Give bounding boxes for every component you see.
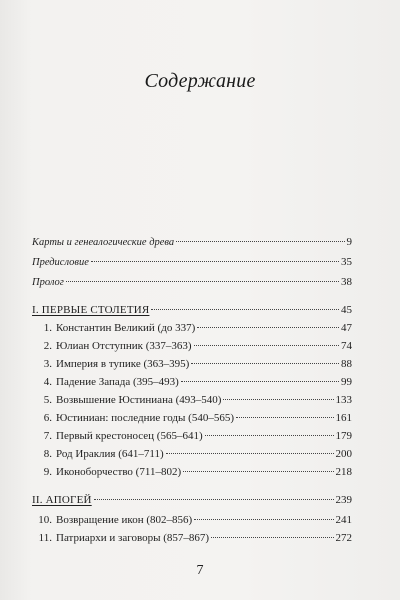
toc-entry-label: Карты и генеалогические древа — [32, 237, 175, 248]
chapter-title: Возвышение Юстиниана (493–540) — [56, 394, 222, 406]
leader-dots — [194, 519, 333, 520]
chapter-page: 272 — [335, 532, 352, 544]
leader-dots — [183, 471, 333, 472]
toc-chapter-1[interactable] — [36, 320, 352, 336]
chapter-number: 11. — [38, 532, 52, 544]
leader-dots — [211, 537, 333, 538]
leader-dots — [66, 281, 339, 282]
toc-part-2[interactable] — [32, 492, 352, 508]
chapter-page: 161 — [335, 412, 352, 424]
leader-dots — [91, 261, 339, 262]
chapter-number: 5. — [43, 394, 52, 406]
chapter-title: Иконоборчество (711–802) — [56, 466, 182, 478]
toc-chapter-2[interactable] — [36, 338, 352, 354]
toc-part-1[interactable] — [32, 302, 352, 318]
toc-chapter-6[interactable] — [36, 410, 352, 426]
chapter-number: 8. — [43, 448, 52, 460]
chapter-page: 218 — [335, 466, 352, 478]
chapter-title: Возвращение икон (802–856) — [56, 514, 193, 526]
toc-chapter-11[interactable] — [36, 530, 352, 546]
toc-entry-page: 38 — [341, 276, 352, 288]
toc-chapter-3[interactable] — [36, 356, 352, 372]
toc-chapter-4[interactable] — [36, 374, 352, 390]
chapter-title: Первый крестоносец (565–641) — [56, 430, 203, 442]
toc-chapter-8[interactable] — [36, 446, 352, 462]
chapter-page: 179 — [335, 430, 352, 442]
toc-entry-page: 35 — [341, 256, 352, 268]
chapter-number: 2. — [43, 340, 52, 352]
chapter-number: 6. — [43, 412, 52, 424]
chapter-number: 1. — [43, 322, 52, 334]
leader-dots — [176, 241, 344, 242]
chapter-title: Род Ираклия (641–711) — [56, 448, 164, 460]
chapter-number: 4. — [43, 376, 52, 388]
chapter-title: Константин Великий (до 337) — [56, 322, 196, 334]
toc-part-page: 239 — [335, 494, 352, 506]
leader-dots — [191, 363, 339, 364]
chapter-number: 10. — [38, 514, 52, 526]
leader-dots — [197, 327, 339, 328]
toc-entry-prologue[interactable] — [32, 274, 352, 290]
leader-dots — [166, 453, 334, 454]
toc-entry-label: Предисловие — [32, 257, 89, 268]
chapter-number: 3. — [43, 358, 52, 370]
toc-chapter-10[interactable] — [36, 512, 352, 528]
leader-dots — [236, 417, 334, 418]
toc-entry-page: 9 — [346, 236, 352, 248]
toc-part-label: I. ПЕРВЫЕ СТОЛЕТИЯ — [32, 304, 150, 316]
toc-part-label: II. АПОГЕЙ — [32, 494, 92, 506]
toc-chapter-9[interactable] — [36, 464, 352, 480]
chapter-page: 74 — [341, 340, 352, 352]
chapter-page: 47 — [341, 322, 352, 334]
chapter-title: Юлиан Отступник (337–363) — [56, 340, 192, 352]
page-number: 7 — [196, 563, 204, 578]
page-title: Содержание — [144, 70, 256, 92]
leader-dots — [181, 381, 339, 382]
toc-part-page: 45 — [341, 304, 352, 316]
chapter-page: 241 — [335, 514, 352, 526]
chapter-number: 7. — [43, 430, 52, 442]
toc-entry-maps[interactable] — [32, 234, 352, 250]
toc-entry-preface[interactable] — [32, 254, 352, 270]
leader-dots — [94, 499, 334, 500]
chapter-page: 200 — [335, 448, 352, 460]
chapter-page: 99 — [341, 376, 352, 388]
chapter-title: Патриархи и заговоры (857–867) — [56, 532, 210, 544]
toc-chapter-5[interactable] — [36, 392, 352, 408]
toc-entry-label: Пролог — [32, 277, 64, 288]
chapter-title: Империя в тупике (363–395) — [56, 358, 190, 370]
leader-dots — [205, 435, 334, 436]
leader-dots — [151, 309, 339, 310]
toc-chapter-7[interactable] — [36, 428, 352, 444]
chapter-page: 88 — [341, 358, 352, 370]
chapter-title: Юстиниан: последние годы (540–565) — [56, 412, 234, 424]
leader-dots — [223, 399, 333, 400]
chapter-title: Падение Запада (395–493) — [56, 376, 179, 388]
leader-dots — [194, 345, 339, 346]
chapter-page: 133 — [335, 394, 352, 406]
chapter-number: 9. — [43, 466, 52, 478]
